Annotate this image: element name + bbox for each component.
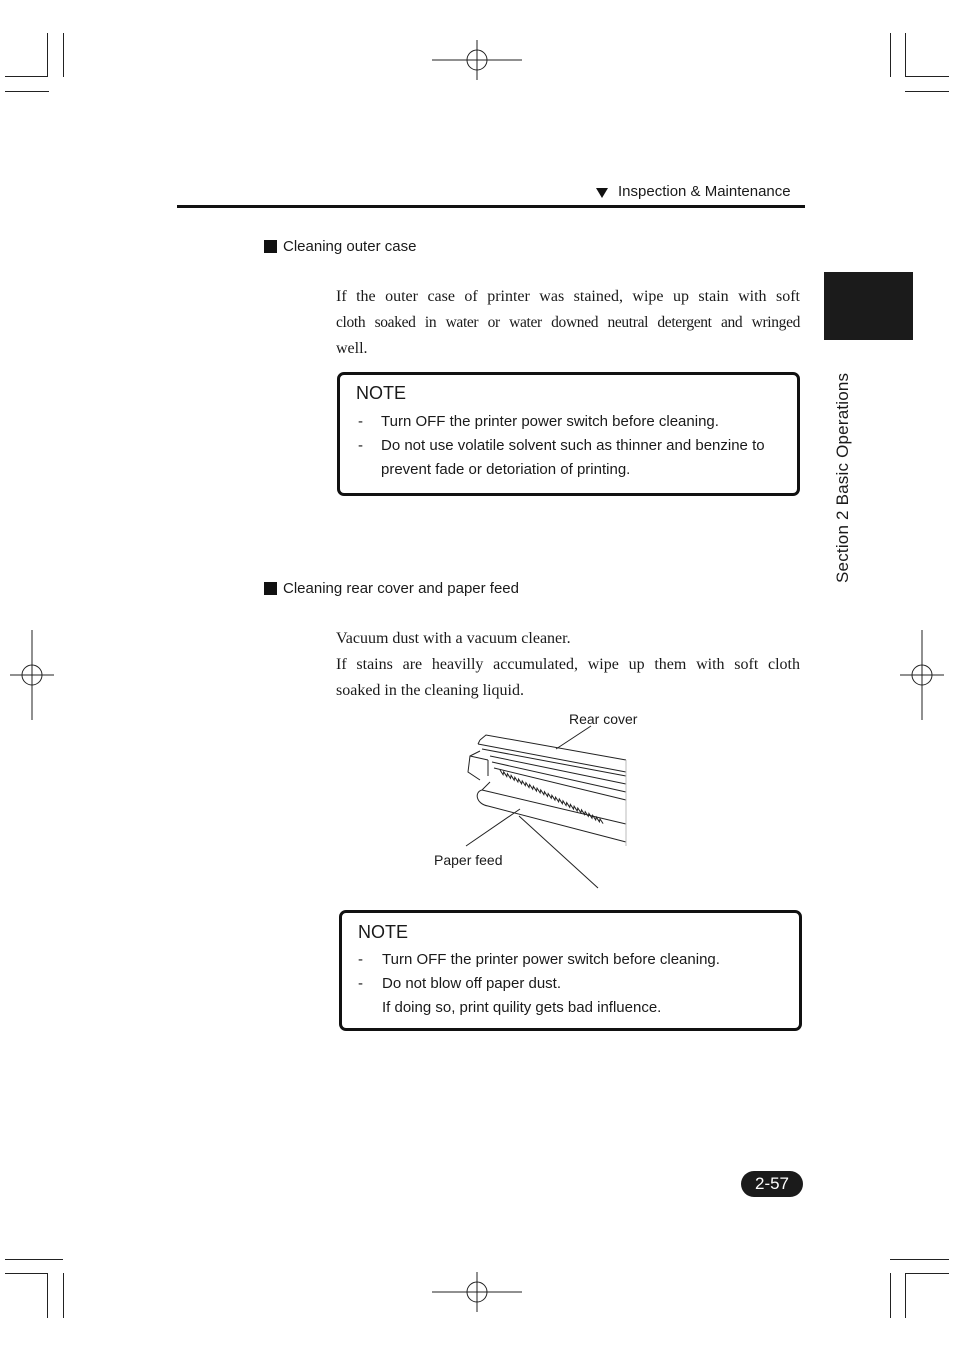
section-side-label: Section 2 Basic Operations [833, 372, 852, 583]
crop-mark [905, 91, 949, 92]
dash-bullet: - [358, 413, 363, 430]
section-heading: Cleaning outer case [283, 238, 417, 255]
crop-mark [905, 76, 949, 77]
triangle-down-icon [596, 188, 608, 198]
note-item: Do not use volatile solvent such as thinner and benzine to [381, 437, 765, 454]
registration-mark [900, 628, 944, 722]
crop-mark [905, 1273, 949, 1274]
paragraph-line: If the outer case of printer was stained, wipe up stain with soft [336, 288, 800, 305]
figure-label-rear-cover: Rear cover [569, 711, 638, 727]
crop-mark [905, 33, 906, 77]
crop-mark [5, 1259, 63, 1260]
note-item: prevent fade or detoriation of printing. [381, 461, 631, 478]
paragraph [336, 626, 800, 704]
running-header: Inspection & Maintenance [618, 183, 791, 200]
paragraph-line: soaked in the cleaning liquid. [336, 682, 524, 699]
section-heading: Cleaning rear cover and paper feed [283, 580, 519, 597]
printer-illustration [460, 720, 640, 900]
paragraph [336, 284, 800, 362]
dash-bullet: - [358, 975, 363, 992]
square-bullet-icon [264, 240, 277, 253]
note-item: Turn OFF the printer power switch before cleaning. [381, 413, 719, 430]
square-bullet-icon [264, 582, 277, 595]
crop-mark [63, 33, 64, 77]
crop-mark [5, 1273, 48, 1274]
crop-mark [47, 1273, 48, 1318]
note-item: Do not blow off paper dust. [382, 975, 562, 992]
page-number: 2-57 [741, 1171, 803, 1197]
crop-mark [890, 1259, 949, 1260]
crop-mark [47, 33, 48, 77]
paragraph-line: well. [336, 340, 368, 357]
dash-bullet: - [358, 951, 363, 968]
crop-mark [890, 1273, 891, 1318]
crop-mark [63, 1273, 64, 1318]
crop-mark [890, 33, 891, 77]
figure-label-paper-feed: Paper feed [434, 852, 503, 868]
crop-mark [905, 1273, 906, 1318]
crop-mark [5, 76, 48, 77]
registration-mark [10, 628, 54, 722]
note-item: Turn OFF the printer power switch before cleaning. [382, 951, 720, 968]
section-tab-block [824, 272, 913, 340]
dash-bullet: - [358, 437, 363, 454]
note-item: If doing so, print quility gets bad influence. [382, 999, 662, 1016]
note-box [339, 910, 802, 1031]
registration-mark [430, 1272, 524, 1312]
note-title: NOTE [356, 383, 407, 403]
paragraph-line: Vacuum dust with a vacuum cleaner. [336, 630, 571, 647]
paragraph-line: cloth soaked in water or water downed neutral detergent and wringed [336, 314, 800, 331]
header-rule [177, 205, 805, 208]
note-box [337, 372, 800, 496]
registration-mark [430, 40, 524, 80]
crop-mark [5, 91, 49, 92]
paragraph-line: If stains are heavilly accumulated, wipe up them with soft cloth [336, 656, 800, 673]
note-title: NOTE [358, 922, 409, 942]
